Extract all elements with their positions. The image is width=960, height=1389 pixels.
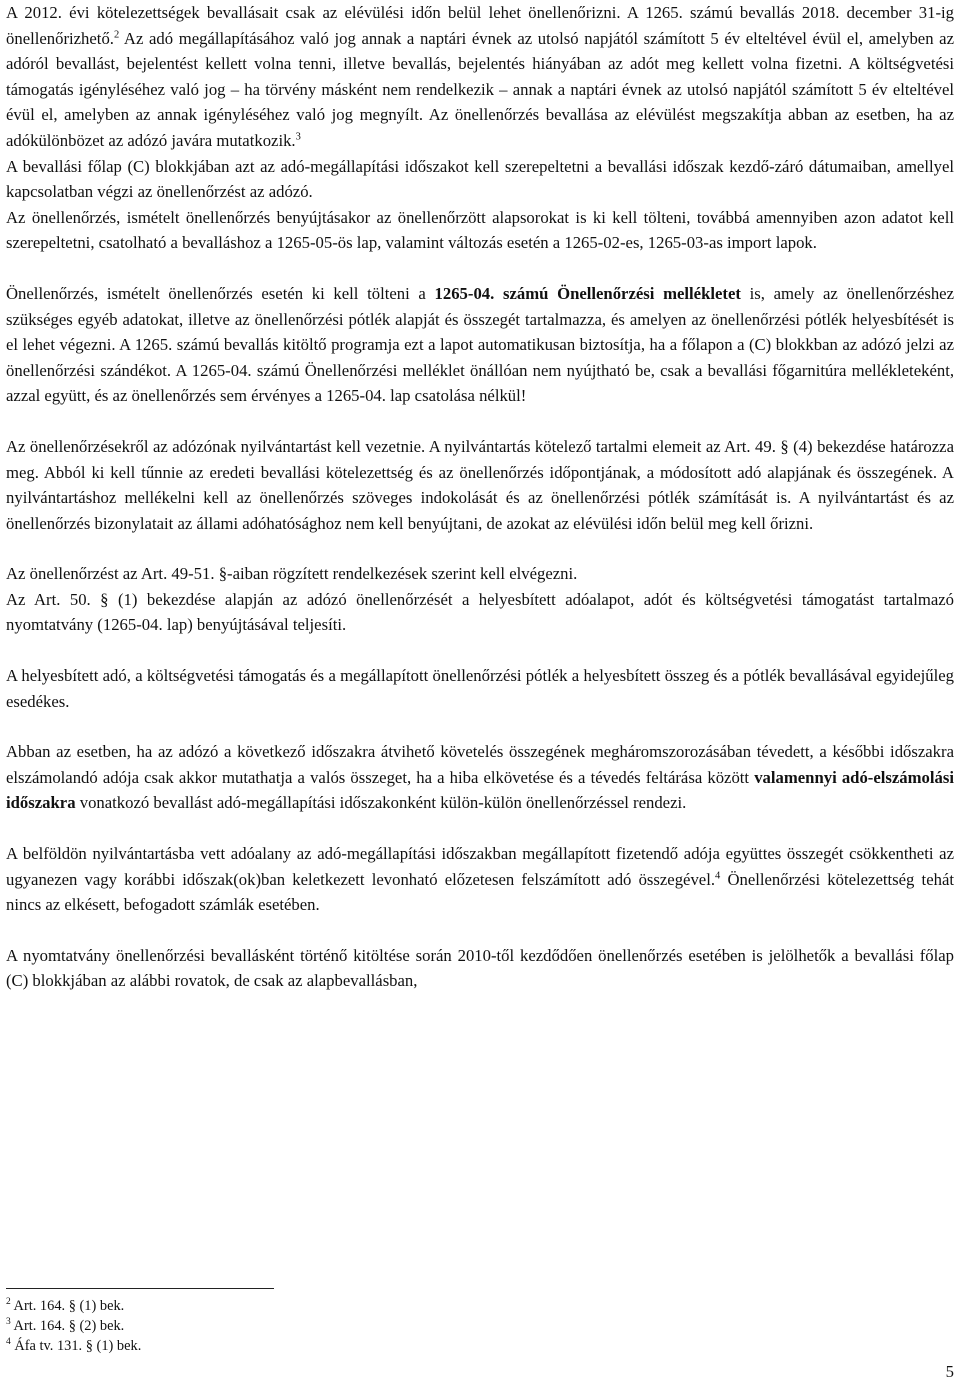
text-run: vonatkozó bevallást adó-megállapítási időszakonként külön-külön önellenőrzéssel rendezi.: [75, 793, 687, 813]
footnote-ref: 2: [113, 29, 120, 41]
footnote: [6, 1336, 406, 1356]
paragraph: [6, 841, 954, 918]
footnote-ref: 3: [295, 131, 301, 143]
text-run: Az önellenőrzést az Art. 49-51. §-aiban rögzített rendelkezések szerint kell elvégezni.: [6, 564, 578, 584]
footnote-list: [6, 1296, 406, 1356]
text-run: is, amely az önellenőrzéshez szükséges egyéb adatokat, illetve az önellenőrzési pótlék alapját és összegét tartalmazza, és amelyen az önellenőrzési pótlék helyesbítését is el lehet végezni. A 1265. számú bevallás kitöltő programja ezt a lapot automatikusan biztosítja, ha a főlapon a (C) blokkban az adózó jelzi az önellenőrzési szándékot. A 1265-04. számú Önellenőrzési melléklet önállóan nem nyújtható be, csak a bevallási főgarnitúra mellékleteként, azzal együtt, és az önellenőrzés sem érvényes a 1265-04. lap csatolása nélkül!: [6, 283, 954, 406]
text-run: Az önellenőrzés, ismételt önellenőrzés benyújtásakor az önellenőrzött alapsorokat is ki kell tölteni, továbbá amennyiben azon adatot kell szerepeltetni, csatolható a bevalláshoz a 1265-05-ös lap, valamint változás esetén a 1265-02-es, 1265-03-as import lapok.: [6, 207, 954, 253]
footnote: [6, 1296, 406, 1316]
paragraph: [6, 434, 954, 536]
text-run: A belföldön nyilvántartásba vett adóalany az adó-megállapítási időszakban megállapított fizetendő adója együttes összegét csökkentheti az ugyanezen vagy korábbi időszak(ok)ban keletkezett levonható előzetesen felszámított adó összegével.: [6, 844, 954, 889]
text-run: Az önellenőrzésekről az adózónak nyilvántartást kell vezetnie. A nyilvántartás kötelező tartalmi elemeit az Art. 49. § (4) bekezdése határozza meg. Abból ki kell tűnnie az eredeti bevallási kötelezettség és az önellenőrzés időpontjának, a módosított adó alapjának és összegének. A nyilvántartáshoz mellékelni kell az önellenőrzés szöveges indokolását és az önellenőrzési pótlék számítását is. A nyilvántartást és az önellenőrzés bizonylatait az állami adóhatósághoz nem kell benyújtani, de azokat az elévülési időn belül meg kell őrizni.: [6, 436, 954, 533]
bold-text: valamennyi adó-elszámolási időszakra: [6, 767, 954, 813]
footnote-number: 4: [6, 1337, 11, 1348]
footnotes: [6, 1288, 406, 1356]
paragraph: [6, 0, 954, 154]
text-run: Az adó megállapításához való jog annak a naptári évnek az utolsó napjától számított 5 év elteltével évül el, amelyben az adóról bevallást, bejelentést kellett volna tenni, illetve bevallás, bejelentés hiányában az adót meg kellett volna fizetni. A költségvetési támogatás igényléséhez való jog – ha törvény másként nem rendelkezik – annak a naptári évnek az utolsó napjától számított 5 év elteltével évül el, amelyben az annak igényléséhez való jog megnyílt. Az önellenőrzés bevallása az elévülést megszakítja abban az esetben, ha az adókülönbözet az adózó javára mutatkozik.: [6, 28, 954, 150]
footnote-text: Art. 164. § (2) bek.: [10, 1318, 125, 1334]
footnote-rule: [6, 1288, 274, 1289]
footnote-number: 2: [6, 1297, 11, 1308]
footnote: [6, 1316, 406, 1336]
text-run: A nyomtatvány önellenőrzési bevallásként történő kitöltése során 2010-től kezdődően önellenőrzés esetében is jelölhetők a bevallási főlap (C) blokkjában az alábbi rovatok, de csak az alapbevallásban,: [6, 945, 954, 991]
paragraph: [6, 205, 954, 256]
text-run: A 2012. évi kötelezettségek bevallásait csak az elévülési időn belül lehet önellenőrizni. A 1265. számú bevallás 2018. december 31-ig önellenőrizhető.: [6, 3, 954, 48]
text-run: A bevallási főlap (C) blokkjában azt az adó-megállapítási időszakot kell szerepeltetni a bevallási időszak kezdő-záró dátumaiban, amellyel kapcsolatban végzi az önellenőrzést az adózó.: [6, 156, 954, 202]
text-run: Önellenőrzési kötelezettség tehát nincs az elkésett, befogadott számlák esetében.: [6, 869, 954, 915]
footnote-ref: 4: [715, 870, 721, 882]
page-number: 5: [945, 1362, 954, 1381]
paragraph: [6, 943, 954, 994]
paragraph: [6, 663, 954, 714]
paragraph: [6, 281, 954, 409]
paragraph: [6, 154, 954, 205]
text-run: Az Art. 50. § (1) bekezdése alapján az adózó önellenőrzését a helyesbített adóalapot, adót és költségvetési támogatást tartalmazó nyomtatvány (1265-04. lap) benyújtásával teljesíti.: [6, 589, 954, 635]
text-run: Abban az esetben, ha az adózó a következő időszakra átvihető követelés összegének megháromszorozásában tévedett, a későbbi időszakra elszámolandó adója csak akkor mutathatja a valós összeget, ha a hiba elkövetése és a tévedés feltárása között: [6, 742, 954, 787]
text-run: A helyesbített adó, a költségvetési támogatás és a megállapított önellenőrzési pótlék a helyesbített összeg és a pótlék bevallásával egyidejűleg esedékes.: [6, 666, 954, 711]
paragraph: [6, 587, 954, 638]
footnote-text: Art. 164. § (1) bek.: [10, 1298, 125, 1314]
footnote-text: Áfa tv. 131. § (1) bek.: [10, 1338, 142, 1354]
paragraph: [6, 739, 954, 816]
body-text: [6, 0, 954, 994]
footnote-number: 3: [6, 1317, 11, 1328]
bold-text: 1265-04. számú Önellenőrzési mellékletet: [434, 283, 741, 303]
paragraph: [6, 561, 954, 587]
text-run: Önellenőrzés, ismételt önellenőrzés esetén ki kell tölteni a: [6, 283, 435, 303]
